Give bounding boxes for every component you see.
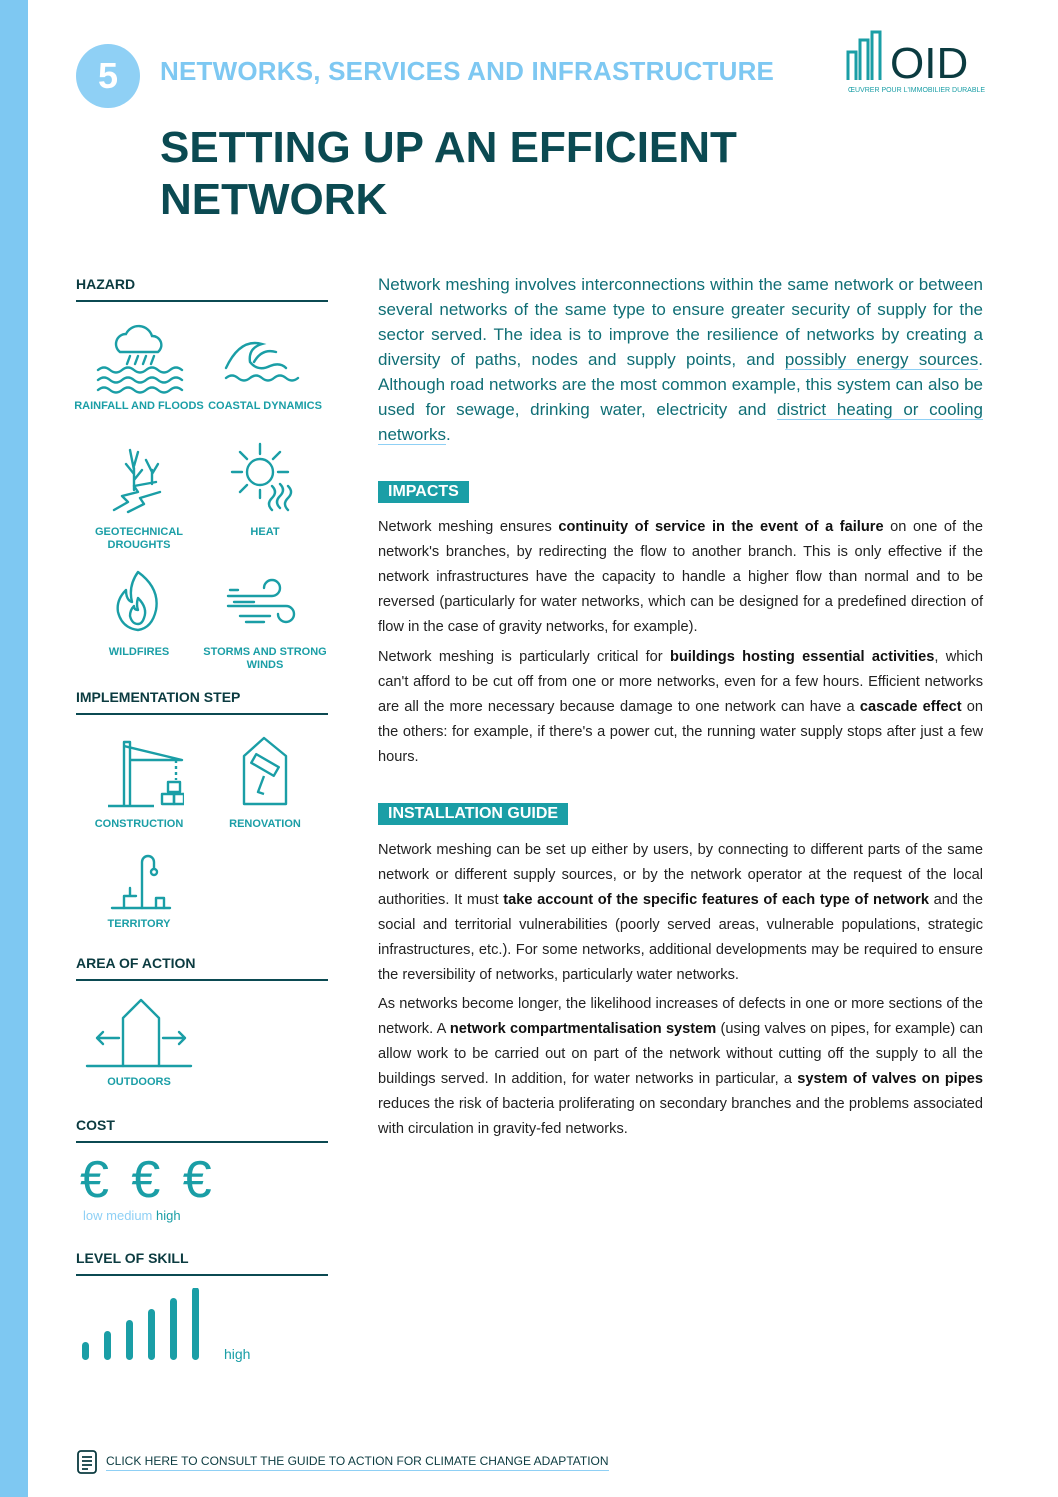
svg-text:OID: OID: [890, 39, 969, 88]
skill-level-label: high: [224, 1346, 251, 1362]
intro-paragraph: Network meshing involves interconnections within the same network or between several networks of the same type to ensure greater security of supply for the sector served. The idea is to improve the resilience of networks by creating a diversity of paths, nodes and supply points, and possibly energy sources. Although road networks are the most common example, this system can also be used for sewage, drinking water, electricity and district heating or cooling networks.: [378, 275, 984, 444]
implementation-construction: [74, 736, 204, 831]
hazard-label: STORMS AND STRONG WINDS: [203, 646, 327, 671]
cost-high: high: [156, 1208, 181, 1223]
wind-icon: [220, 568, 310, 640]
paint-roller-icon: [220, 736, 310, 812]
section-title: NETWORKS, SERVICES AND INFRASTRUCTURE: [160, 56, 775, 86]
skill-bar: [170, 1298, 177, 1360]
hazard-label: RAINFALL AND FLOODS: [74, 400, 204, 412]
cracked-ground-icon: [94, 440, 184, 520]
area-heading: AREA OF ACTION: [76, 955, 328, 981]
guide-paragraph-2: As networks become longer, the likelihood increases of defects in one or more sections of the network. A network compartmentalisation system (using valves on pipes, for example) can allow work to be carried out on part of the network without cutting off the supply to all the buildings served. In addition, for water networks in particular, a system of valves on pipes reduces the risk of bacteria proliferating on secondary branches and the problems associated with circulation in gravity-fed networks.: [378, 996, 983, 1137]
page-title: SETTING UP AN EFFICIENT NETWORK: [160, 123, 737, 224]
hazard-label: GEOTECHNICAL DROUGHTS: [95, 526, 183, 551]
implementation-territory: [74, 852, 204, 931]
svg-text:ŒUVRER POUR L'IMMOBILIER DURAB: ŒUVRER POUR L'IMMOBILIER DURABLE: [848, 87, 986, 94]
cost-scale: [83, 1208, 181, 1223]
implementation-label: TERRITORY: [107, 918, 171, 930]
area-label: OUTDOORS: [107, 1076, 171, 1088]
link-energy-sources[interactable]: possibly energy sources: [784, 350, 979, 369]
wave-icon: [220, 322, 310, 394]
impacts-paragraph-2: Network meshing is particularly critical for buildings hosting essential activities, which can't afford to be cut off from one or more networks, even for a few hours. Efficient networks are all the more necessary because damage to one network can have a cascade effect on the others: for example, if there's a power cut, the running water supply stops after just a few hours.: [378, 649, 984, 765]
hazard-wildfires: [74, 568, 204, 659]
impacts-heading: IMPACTS: [378, 481, 469, 503]
cost-low: low: [83, 1208, 103, 1223]
cost-euro-symbols: € € €: [80, 1151, 216, 1209]
street-lamp-icon: [94, 852, 184, 912]
skill-heading: LEVEL OF SKILL: [76, 1250, 328, 1276]
flame-icon: [94, 568, 184, 640]
hazard-heading: HAZARD: [76, 276, 328, 302]
skill-bar: [126, 1320, 133, 1360]
hazard-label: HEAT: [250, 526, 280, 538]
skill-bar: [192, 1288, 199, 1360]
implementation-label: RENOVATION: [229, 818, 301, 830]
hazard-label: COASTAL DYNAMICS: [208, 400, 322, 412]
implementation-renovation: [200, 736, 330, 831]
hazard-rainfall-floods: [74, 322, 204, 413]
skill-bar: [82, 1342, 89, 1360]
implementation-heading: IMPLEMENTATION STEP: [76, 689, 328, 715]
guide-paragraph-1: Network meshing can be set up either by users, by connecting to different parts of the same network or different supply sources, or by the network operator at the request of the local authorities. It must take account of the specific features of each type of network and the social and territorial vulnerabilities (poorly served areas, vulnerable populations, strategic infrastructures, etc.). For some networks, additional developments may be required to ensure the reversibility of networks, particularly water networks.: [378, 842, 984, 983]
cost-medium: medium: [106, 1208, 153, 1223]
left-color-bar: [0, 0, 28, 1497]
section-number-badge: 5: [76, 44, 140, 108]
rain-cloud-icon: [94, 322, 184, 394]
installation-guide-heading: INSTALLATION GUIDE: [378, 803, 568, 825]
skill-bar: [104, 1331, 111, 1360]
hazard-heat: [200, 440, 330, 539]
footer-link[interactable]: [76, 1449, 609, 1475]
skill-bar: [148, 1309, 155, 1360]
area-outdoors: [74, 996, 204, 1089]
link-district-heating[interactable]: district heating or cooling networks: [378, 400, 984, 444]
cost-heading: COST: [76, 1117, 328, 1143]
implementation-label: CONSTRUCTION: [94, 818, 184, 830]
footer-link-text[interactable]: CLICK HERE TO CONSULT THE GUIDE TO ACTION FOR CLIMATE CHANGE ADAPTATION: [106, 1454, 609, 1471]
sun-icon: [220, 440, 310, 520]
skill-level-bars: [80, 1288, 210, 1364]
hazard-label: WILDFIRES: [108, 646, 170, 658]
document-icon: [76, 1449, 98, 1475]
hazard-geotechnical-droughts: [74, 440, 204, 552]
oid-logo-mark-icon: [846, 30, 986, 100]
house-outdoors-icon: [79, 996, 199, 1070]
crane-icon: [94, 736, 184, 812]
impacts-paragraph-1: Network meshing ensures continuity of service in the event of a failure on one of the network's branches, by redirecting the flow to another branch. This is only effective if the network infrastructures have the capacity to handle a higher flow than normal and to be reversed (particularly for water networks, which can be designed for a predefined direction of flow in the case of gravity networks, for example).: [378, 519, 983, 635]
hazard-coastal-dynamics: [200, 322, 330, 413]
hazard-storms-winds: [200, 568, 330, 672]
oid-logo: [846, 30, 986, 100]
